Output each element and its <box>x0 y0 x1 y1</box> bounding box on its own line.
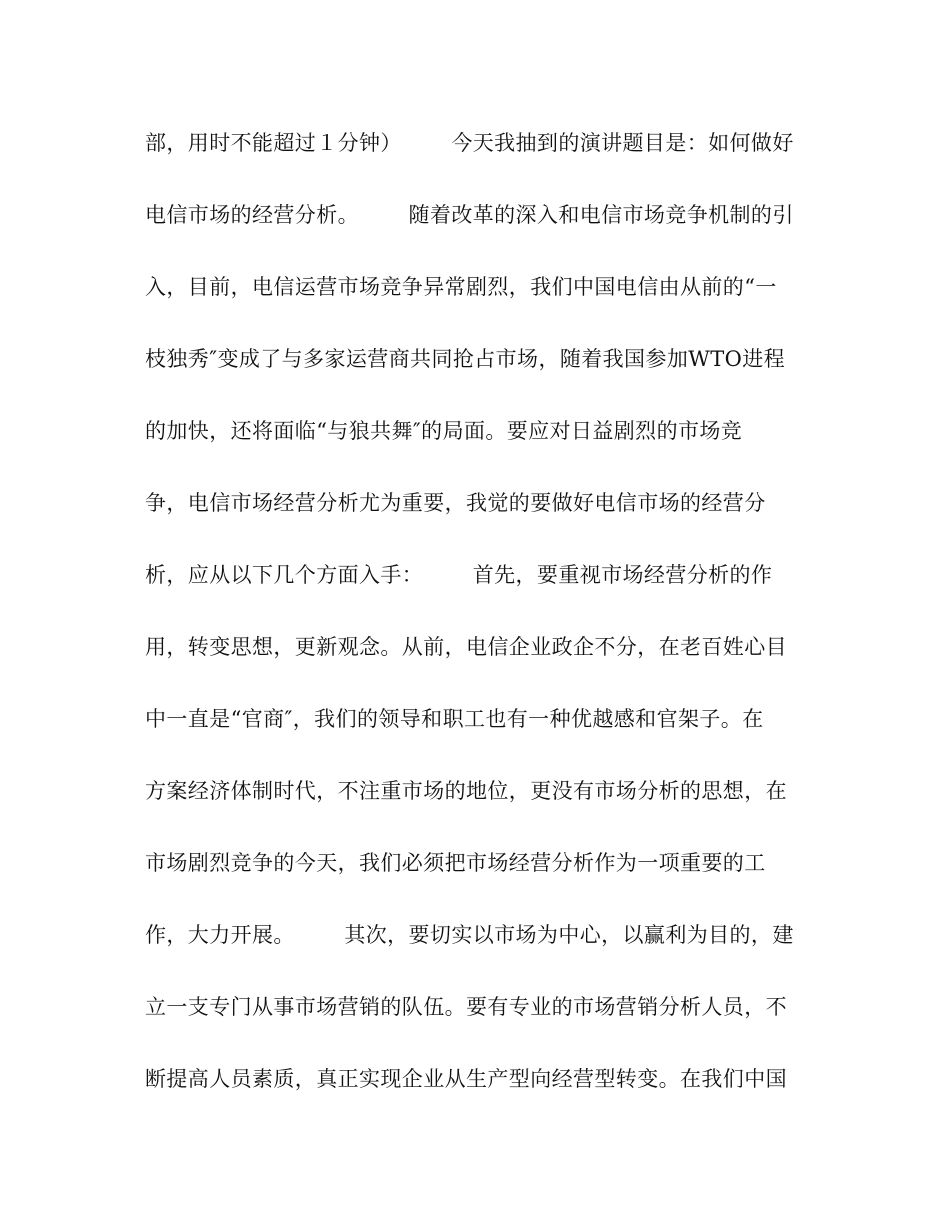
text-line-14: 断提高人员素质，真正实现企业从生产型向经营型转变。在我们中国 <box>145 1067 787 1091</box>
text-line-1: 部，用时不能超过１分钟） 今天我抽到的演讲题目是：如何做好 <box>145 131 794 155</box>
text-line-13: 立一支专门从事市场营销的队伍。要有专业的市场营销分析人员，不 <box>145 995 787 1019</box>
text-line-4: 枝独秀″变成了与多家运营商共同抢占市场，随着我国参加WTO进程 <box>145 347 786 371</box>
text-line-8: 用，转变思想，更新观念。从前，电信企业政企不分，在老百姓心目 <box>145 635 787 659</box>
text-line-5: 的加快，还将面临“与狼共舞″的局面。要应对日益剧烈的市场竞 <box>145 419 743 443</box>
text-line-9: 中一直是“官商″，我们的领导和职工也有一种优越感和官架子。在 <box>145 707 764 731</box>
text-line-11: 市场剧烈竞争的今天，我们必须把市场经营分析作为一项重要的工 <box>145 851 766 875</box>
text-line-7: 析，应从以下几个方面入手： 首先，要重视市场经营分析的作 <box>145 563 773 587</box>
text-line-2: 电信市场的经营分析。 随着改革的深入和电信市场竞争机制的引 <box>145 203 794 227</box>
text-line-10: 方案经济体制时代，不注重市场的地位，更没有市场分析的思想，在 <box>145 779 787 803</box>
text-line-3: 入，目前，电信运营市场竞争异常剧烈，我们中国电信由从前的“一 <box>145 275 777 299</box>
text-line-12: 作，大力开展。 其次，要切实以市场为中心，以赢利为目的，建 <box>145 923 794 947</box>
text-line-6: 争，电信市场经营分析尤为重要，我觉的要做好电信市场的经营分 <box>145 491 766 515</box>
